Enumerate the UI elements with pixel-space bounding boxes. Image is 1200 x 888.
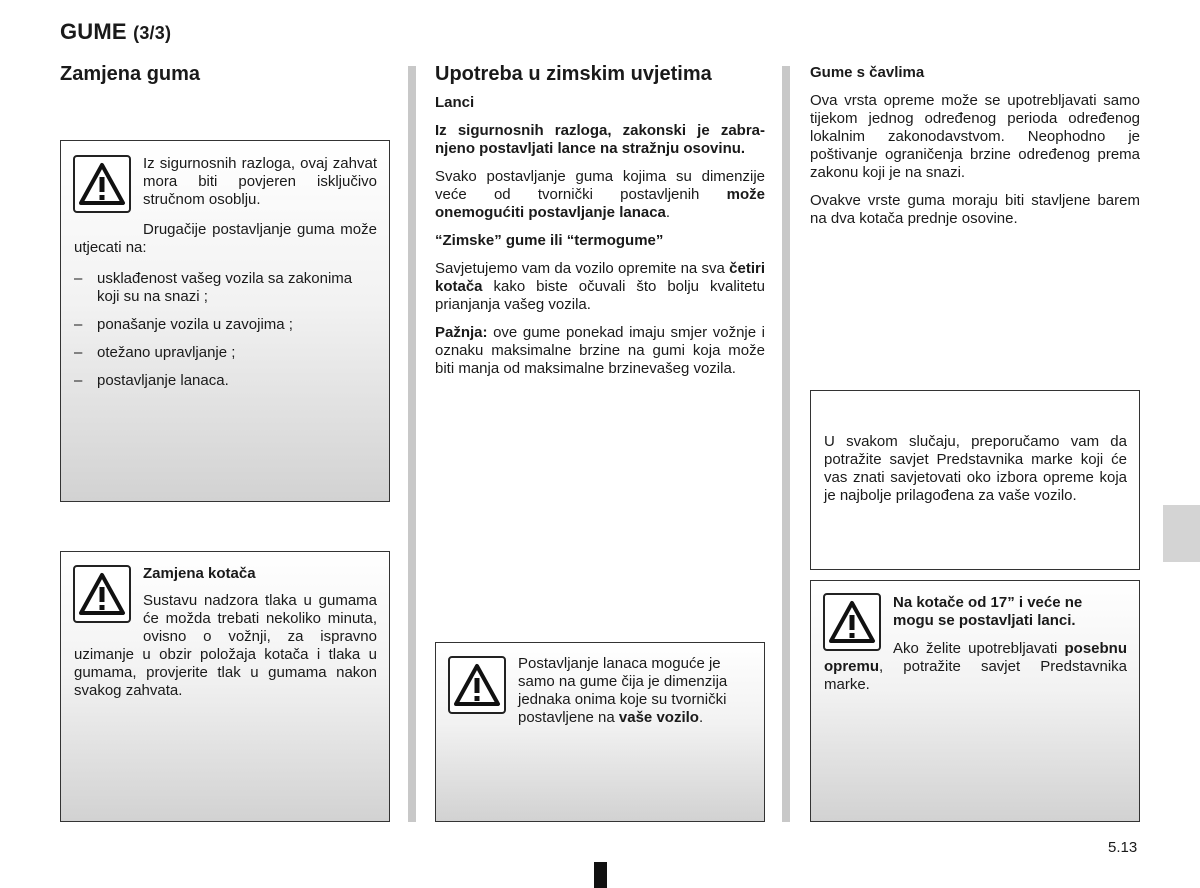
column-divider-right <box>782 66 790 822</box>
warning-17-inch-title: Na kotače od 17” i veće ne mogu se postavljati lanci. <box>893 594 1083 629</box>
studded-tyres-text: Ova vrsta opreme može se upotrebljavati samo tijekom jednog određenog perioda određenog lokalnim zakonodavstvom. Neophodno je poštivanje ograničenja brzine određenog prema zakonu koji je na snazi. <box>810 92 1140 181</box>
warning-box-17-inch <box>810 580 1140 822</box>
list-item: – otežano upravljanje ; <box>74 344 377 362</box>
chains-title: Lanci <box>435 94 475 111</box>
winter-tyres-title: “Zimske” gume ili “termogume” <box>435 232 664 249</box>
winter-tyres-text: Savjetujemo vam da vozilo opremite na sva četiri kotača kako biste očuvali što bolju kvalitetu prianjanja vašeg vozila. <box>435 260 765 313</box>
section-heading-tyre-change: Zamjena guma <box>60 63 201 85</box>
page-bottom-marker <box>594 862 607 888</box>
studded-tyres-title: Gume s čavlima <box>810 64 925 81</box>
warning-17-inch-text: Ako želite upotrebljavati posebnu opremu, potražite savjet Predstavnika marke. <box>824 640 1127 693</box>
middle-column-text <box>435 94 765 388</box>
advice-box <box>810 390 1140 570</box>
warning-box-tyre-fitting <box>60 140 390 502</box>
warning-intro-text: Iz sigurnosnih razloga, ovaj zahvat mora biti povjeren isključivo stručnom osoblju. <box>143 155 377 208</box>
section-heading-winter: Upotreba u zimskim uvjetima <box>435 63 712 85</box>
advice-text: U svakom slučaju, preporučamo vam da potražite savjet Predstavnika marke koji će vas znati savjetovati oko izbora opreme koja je najbolje prilagođena za vaše vozilo. <box>824 433 1127 504</box>
chains-legal-text: Iz sigurnosnih razloga, zakonski je zabranjeno postavljati lance na stražnju osovinu. <box>435 122 765 157</box>
page-title: GUME (3/3) <box>60 19 172 44</box>
warning-body-text: Sustavu nadzora tlaka u gumama će možda trebati nekoliko minuta, ovisno o vožnji, za ispravno uzimanje u obzir položaja kotača i tlaka u gumama, provjerite tlak u gumama nakon svakog zahvata. <box>74 592 377 699</box>
page-title-part: (3/3) <box>133 23 172 43</box>
studded-tyres-axle-text: Ovakve vrste guma moraju biti stavljene barem na dva kotača prednje osovine. <box>810 192 1140 227</box>
list-item: – postavljanje lanaca. <box>74 372 377 390</box>
warning-triangle-icon <box>73 155 131 213</box>
winter-tyres-note: Pažnja: ove gume ponekad imaju smjer vožnje i oznaku maksimalne brzine na gumi koja može biti manja od maksimalne brzinevašeg vozila. <box>435 324 765 377</box>
right-column-text <box>810 64 1140 238</box>
chapter-tab-marker <box>1163 505 1200 562</box>
warning-box-chains <box>435 642 765 822</box>
warning-impact-list <box>74 270 377 400</box>
warning-chains-text: Postavljanje lanaca moguće je samo na gume čija je dimenzija jednaka onima koje su tvornički postavljene na vaše vozilo. <box>518 655 728 726</box>
warning-title: Zamjena kotača <box>143 565 256 582</box>
list-item: – ponašanje vozila u zavojima ; <box>74 316 377 334</box>
warning-triangle-icon <box>448 656 506 714</box>
warning-lead-text: Drugačije postavljanje guma može utjecati na: <box>74 221 377 256</box>
warning-box-wheel-change <box>60 551 390 822</box>
page-number: 5.13 <box>1108 839 1138 856</box>
column-divider-left <box>408 66 416 822</box>
list-item: – usklađenost vašeg vozila sa zakonima koji su na snazi ; <box>74 270 377 306</box>
chains-dimension-text: Svako postavljanje guma kojima su dimenzije veće od tvornički postavljenih može onemogućiti postavljanje lanaca. <box>435 168 765 221</box>
